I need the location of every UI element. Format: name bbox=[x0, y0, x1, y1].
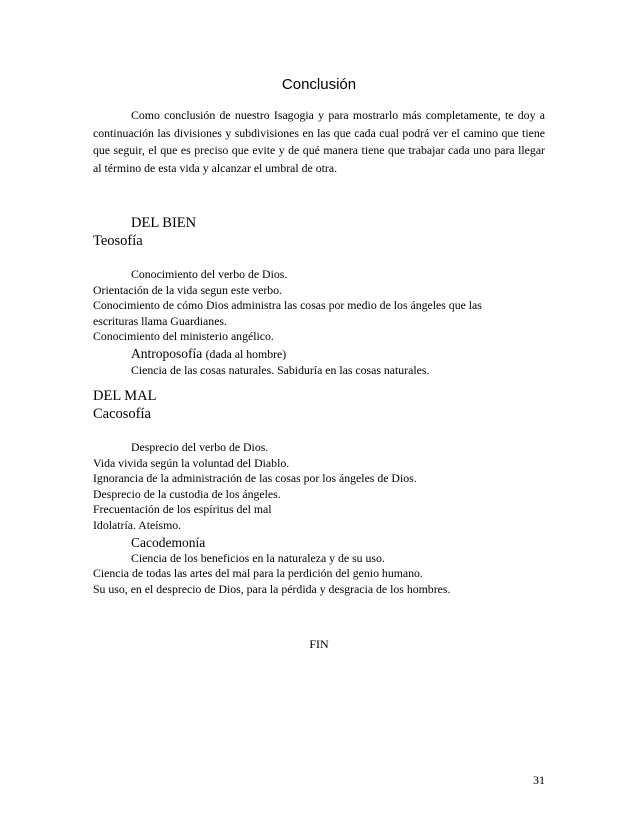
text-line: Desprecio del verbo de Dios. bbox=[131, 440, 269, 454]
subsection-note: (dada al hombre) bbox=[205, 346, 287, 361]
text-line: Ciencia de los beneficios en la naturaleza y de su uso. bbox=[131, 550, 385, 565]
section-heading: DEL MAL bbox=[93, 388, 157, 404]
intro-paragraph: Como conclusión de nuestro Isagogia y para mostrarlo más completamente, te doy a continuación las divisiones y subdivisiones en las que cada cual podrá ver el camino que tiene que seguir, el que es preciso que evite y de qué manera tiene que trabajar cada uno para llegar al término de esta vida y alcanzar el umbral de otra. bbox=[93, 108, 545, 175]
section-subheading: Cacosofía bbox=[93, 406, 151, 422]
page-number: 31 bbox=[533, 773, 545, 787]
text-line: Ciencia de las cosas naturales. Sabiduría en las cosas naturales. bbox=[131, 362, 430, 377]
section-del-bien bbox=[93, 214, 553, 379]
section-del-mal bbox=[93, 387, 553, 597]
text-line: Frecuentación de los espíritus del mal bbox=[93, 502, 272, 517]
page-title: Conclusión bbox=[281, 76, 357, 93]
text-line: Idolatría. Ateísmo. bbox=[93, 517, 182, 532]
text-line: Ignorancia de la administración de las cosas por los ángeles de Dios. bbox=[93, 471, 417, 486]
section-heading: DEL BIEN bbox=[131, 215, 197, 231]
text-line: Ciencia de todas las artes del mal para la perdición del genio humano. bbox=[93, 566, 423, 581]
text-line: Conocimiento del verbo de Dios. bbox=[131, 267, 288, 281]
subsection-title: Antroposofía bbox=[131, 345, 203, 361]
text-line: Vida vivida según la voluntad del Diablo. bbox=[93, 455, 290, 470]
subsection-heading bbox=[93, 345, 553, 363]
text-line: Orientación de la vida segun este verbo. bbox=[93, 282, 283, 297]
text-line: Desprecio de la custodia de los ángeles. bbox=[93, 486, 281, 501]
text-line: Su uso, en el desprecio de Dios, para la pérdida y desgracia de los hombres. bbox=[93, 581, 451, 596]
end-marker: FIN bbox=[309, 637, 329, 651]
text-line: escrituras llama Guardianes. bbox=[93, 313, 227, 328]
section-lines bbox=[93, 440, 553, 597]
subsection-heading: Cacodemonía bbox=[131, 534, 206, 550]
text-line: Conocimiento de cómo Dios administra las cosas por medio de los ángeles que las bbox=[93, 298, 482, 313]
section-lines bbox=[93, 267, 553, 379]
section-subheading: Teosofía bbox=[93, 233, 143, 249]
text-line: Conocimiento del ministerio angélico. bbox=[93, 329, 274, 344]
